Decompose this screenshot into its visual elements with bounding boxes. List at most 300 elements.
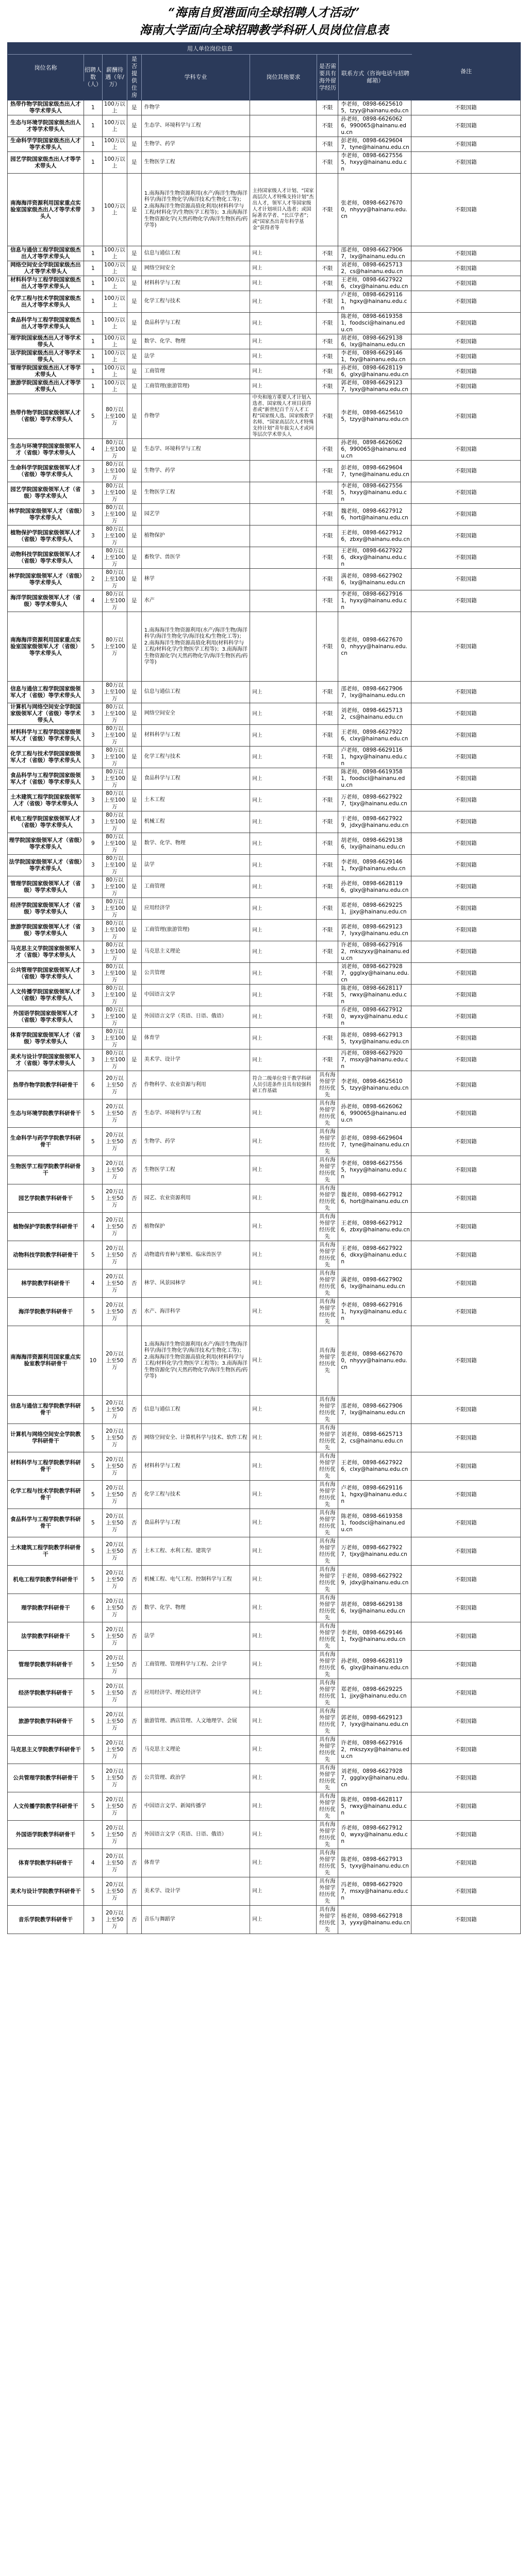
cell-count: 5 [84, 1452, 103, 1480]
cell-housing: 是 [127, 811, 142, 833]
cell-housing: 否 [127, 1298, 142, 1326]
cell-overseas: 不限 [317, 349, 338, 364]
cell-contact: 卢老师，0898-66291161，hgxy@hainanu.edu.cn [338, 747, 411, 768]
cell-major: 化学工程与技术 [142, 747, 250, 768]
cell-housing: 否 [127, 1213, 142, 1241]
cell-remark: 不限国籍 [411, 1594, 521, 1622]
cell-count: 3 [84, 811, 103, 833]
cell-unit: 机电工程学院教学科研骨干 [8, 1566, 84, 1594]
cell-salary: 80万以上至100万 [103, 703, 127, 724]
cell-remark: 不限国籍 [411, 941, 521, 962]
cell-overseas: 具有海外留学经历优先 [317, 1651, 338, 1679]
cell-salary: 80万以上至100万 [103, 504, 127, 525]
cell-housing: 否 [127, 1481, 142, 1509]
cell-contact: 陈老师，0898-66279135，tyxy@hainanu.edu.cn [338, 1849, 411, 1877]
cell-remark: 不限国籍 [411, 174, 521, 246]
cell-housing: 否 [127, 1099, 142, 1127]
cell-unit: 林学院国家级领军人才（省级）等学术带头人 [8, 569, 84, 590]
table-row [8, 1452, 521, 1481]
cell-remark: 不限国籍 [411, 334, 521, 349]
cell-other: 同上 [250, 811, 317, 833]
cell-housing: 是 [127, 379, 142, 394]
cell-count: 3 [84, 768, 103, 789]
cell-overseas: 不限 [317, 482, 338, 503]
cell-contact: 彭老师，0898-66296047，tyne@hainanu.edu.cn [338, 461, 411, 482]
table-row [8, 1241, 521, 1269]
cell-other: 同上 [250, 1298, 317, 1326]
cell-unit: 公共管理学院国家级领军人才（省级）等学术带头人 [8, 963, 84, 984]
cell-contact: 杨老师，0898-66279183，yyxy@hainanu.edu.cn [338, 1906, 411, 1934]
table-row [8, 482, 521, 504]
cell-overseas: 不限 [317, 768, 338, 789]
cell-count: 5 [84, 1622, 103, 1650]
cell-salary: 80万以上至100万 [103, 920, 127, 941]
table-row [8, 526, 521, 547]
cell-count: 4 [84, 590, 103, 612]
cell-major: 生物学、药学 [142, 1128, 250, 1156]
cell-remark: 不限国籍 [411, 1241, 521, 1269]
table-row [8, 547, 521, 569]
cell-overseas: 不限 [317, 1006, 338, 1027]
cell-other: 同上 [250, 1213, 317, 1241]
cell-salary: 80万以上至100万 [103, 941, 127, 962]
cell-count: 1 [84, 364, 103, 379]
cell-other: 同上 [250, 261, 317, 276]
table-row [8, 349, 521, 364]
cell-count: 3 [84, 876, 103, 897]
cell-salary: 100万以上 [103, 261, 127, 276]
cell-other [250, 115, 317, 137]
cell-salary: 80万以上至100万 [103, 855, 127, 876]
cell-other: 中央和地方重要人才计划入选者、国家级人才项目获得者或“新世纪百千万人才工程”国家级人选、国家级教学名师、“国家高层次人才特殊支持计划”青年拔尖人才或同等层次学术带头人 [250, 394, 317, 438]
cell-unit: 机电工程学院国家级领军人才（省级）等学术带头人 [8, 811, 84, 833]
cell-count: 1 [84, 261, 103, 276]
cell-contact: 王老师，0898-66279126，zbxy@hainanu.edu.cn [338, 1213, 411, 1241]
table-row [8, 747, 521, 768]
cell-salary: 80万以上至100万 [103, 682, 127, 703]
cell-major: 数学、化学、物理 [142, 334, 250, 349]
cell-remark: 不限国籍 [411, 725, 521, 746]
cell-remark: 不限国籍 [411, 1424, 521, 1452]
cell-overseas: 不限 [317, 590, 338, 612]
table-row [8, 152, 521, 174]
cell-contact: 刘老师，0898-66279287，ggglxy@hainanu.edu.cn [338, 1764, 411, 1792]
cell-major: 植物保护 [142, 1213, 250, 1241]
cell-other [250, 100, 317, 115]
cell-overseas: 具有海外留学经历优先 [317, 1481, 338, 1509]
cell-contact: 满老师，0898-66279026，lxy@hainanu.edu.cn [338, 1269, 411, 1297]
cell-other: 同上 [250, 747, 317, 768]
cell-contact: 许老师，0898-66279162，mkszyxy@hainanu.edu.cn [338, 1736, 411, 1764]
cell-other: 同上 [250, 1792, 317, 1820]
cell-remark: 不限国籍 [411, 439, 521, 460]
cell-remark: 不限国籍 [411, 1099, 521, 1127]
table-row [8, 1184, 521, 1213]
cell-other: 同上 [250, 985, 317, 1006]
cell-contact: 乔老师，0898-66279120，wyxy@hainanu.edu.cn [338, 1006, 411, 1027]
cell-salary: 100万以上 [103, 364, 127, 379]
cell-remark: 不限国籍 [411, 100, 521, 115]
cell-count: 1 [84, 115, 103, 137]
cell-unit: 植物保护学院国家级领军人才（省级）等学术带头人 [8, 526, 84, 547]
cell-count: 6 [84, 1071, 103, 1099]
cell-remark: 不限国籍 [411, 898, 521, 919]
cell-remark: 不限国籍 [411, 811, 521, 833]
header-other: 岗位其他要求 [250, 55, 317, 100]
cell-salary: 20万以上至50万 [103, 1424, 127, 1452]
cell-housing: 否 [127, 1651, 142, 1679]
table-row [8, 703, 521, 725]
table-row [8, 1128, 521, 1156]
cell-major: 体育学 [142, 1849, 250, 1877]
cell-remark: 不限国籍 [411, 1326, 521, 1395]
cell-contact: 孙老师，0898-66260626，990065@hainanu.edu.cn [338, 439, 411, 460]
cell-remark: 不限国籍 [411, 379, 521, 394]
cell-salary: 20万以上至50万 [103, 1099, 127, 1127]
cell-contact: 张老师，0898-66276700，nhyyy@hainanu.edu.cn [338, 174, 411, 246]
cell-remark: 不限国籍 [411, 276, 521, 291]
cell-unit: 食品科学与工程学院国家级杰出人才等学术带头人 [8, 313, 84, 334]
cell-salary: 80万以上至100万 [103, 394, 127, 438]
cell-salary: 100万以上 [103, 291, 127, 312]
table-row [8, 1651, 521, 1679]
cell-overseas: 不限 [317, 963, 338, 984]
cell-major: 法学 [142, 1622, 250, 1650]
cell-overseas: 具有海外留学经历优先 [317, 1213, 338, 1241]
cell-remark: 不限国籍 [411, 876, 521, 897]
cell-major: 应用经济学、理论经济学 [142, 1679, 250, 1707]
cell-major: 中国语言文学 [142, 985, 250, 1006]
cell-unit: 生物医学工程学院教学科研骨干 [8, 1156, 84, 1184]
cell-housing: 否 [127, 1269, 142, 1297]
cell-contact: 李老师，0898-66279161，hyxy@hainanu.edu.cn [338, 1298, 411, 1326]
cell-major: 生物医学工程 [142, 152, 250, 173]
cell-remark: 不限国籍 [411, 1651, 521, 1679]
cell-other: 同上 [250, 1396, 317, 1423]
cell-remark: 不限国籍 [411, 747, 521, 768]
cell-housing: 否 [127, 1821, 142, 1849]
cell-contact: 张老师，0898-66276700，nhyyy@hainanu.edu.cn [338, 1326, 411, 1395]
cell-housing: 是 [127, 291, 142, 312]
cell-count: 3 [84, 461, 103, 482]
cell-count: 3 [84, 703, 103, 724]
cell-contact: 郑老师，0898-66292251，jjxy@hainanu.edu.cn [338, 898, 411, 919]
cell-unit: 计算机与网络空间安全学院教学科研骨干 [8, 1424, 84, 1452]
cell-salary: 20万以上至50万 [103, 1849, 127, 1877]
cell-major: 食品科学与工程 [142, 1509, 250, 1537]
cell-contact: 冯老师，0898-66279207，msxy@hainanu.edu.cn [338, 1049, 411, 1071]
cell-housing: 否 [127, 1241, 142, 1269]
cell-other: 同上 [250, 1906, 317, 1934]
cell-overseas: 不限 [317, 876, 338, 897]
cell-major: 工商管理(旅游管理) [142, 920, 250, 941]
cell-contact: 陈老师，0898-66281175，rwxy@hainanu.edu.cn [338, 985, 411, 1006]
cell-major: 美术学、设计学 [142, 1877, 250, 1905]
cell-contact: 张老师，0898-66276700，nhyyy@hainanu.edu.cn [338, 612, 411, 681]
cell-major: 生态学、环境科学与工程 [142, 439, 250, 460]
cell-count: 4 [84, 1849, 103, 1877]
cell-unit: 海洋学院教学科研骨干 [8, 1298, 84, 1326]
cell-contact: 胡老师，0898-66291386，lxy@hainanu.edu.cn [338, 833, 411, 854]
cell-overseas: 具有海外留学经历优先 [317, 1396, 338, 1423]
cell-remark: 不限国籍 [411, 682, 521, 703]
cell-remark: 不限国籍 [411, 1622, 521, 1650]
cell-other [250, 439, 317, 460]
cell-overseas: 不限 [317, 115, 338, 137]
cell-contact: 乔老师，0898-66279120，wyxy@hainanu.edu.cn [338, 1821, 411, 1849]
cell-major: 美术学、设计学 [142, 1049, 250, 1071]
cell-other: 同上 [250, 833, 317, 854]
cell-unit: 外国语学院国家级领军人才（省级）等学术带头人 [8, 1006, 84, 1027]
cell-housing: 是 [127, 1028, 142, 1049]
cell-contact: 卢老师，0898-66291161，hgxy@hainanu.edu.cn [338, 291, 411, 312]
cell-major: 马克思主义理论 [142, 1736, 250, 1764]
cell-unit: 马克思主义学院国家级领军人才（省级）等学术带头人 [8, 941, 84, 962]
cell-salary: 20万以上至50万 [103, 1821, 127, 1849]
cell-major: 1.南海海洋生物资源利用(水产/海洋生物/海洋科学/海洋生物化学/海洋技术/生物化工等)；2.南海海洋生物资源高值化利用(材料科学与工程/材料化学/生物医学工程等)；3.南海海洋生物资源化学(天然药物化学/海洋生物医药/药学等) [142, 612, 250, 681]
cell-other: 同上 [250, 725, 317, 746]
cell-overseas: 不限 [317, 811, 338, 833]
cell-overseas: 具有海外留学经历优先 [317, 1764, 338, 1792]
cell-major: 公共管理、政治学 [142, 1764, 250, 1792]
cell-major: 1.南海海洋生物资源利用(水产/海洋生物/海洋科学/海洋生物化学/海洋技术/生物化工等)；2.南海海洋生物资源高值化利用(材料科学与工程/材料化学/生物医学工程等)；3.南海海洋生物资源化学(天然药物化学/海洋生物医药/药学等) [142, 174, 250, 246]
cell-other: 同上 [250, 1877, 317, 1905]
cell-salary: 20万以上至50万 [103, 1707, 127, 1735]
cell-remark: 不限国籍 [411, 1736, 521, 1764]
cell-housing: 否 [127, 1184, 142, 1212]
cell-salary: 20万以上至50万 [103, 1594, 127, 1622]
cell-unit: 法学院国家级领军人才（省级）等学术带头人 [8, 855, 84, 876]
table-row [8, 1622, 521, 1651]
table-row [8, 590, 521, 612]
table-row [8, 1764, 521, 1792]
table-row [8, 1594, 521, 1622]
cell-remark: 不限国籍 [411, 1071, 521, 1099]
cell-major: 数学、化学、物理 [142, 1594, 250, 1622]
cell-remark: 不限国籍 [411, 790, 521, 811]
cell-major: 生物医学工程 [142, 482, 250, 503]
cell-unit: 南海海洋资源利用国家重点实验室国家级领军人才（省级）等学术带头人 [8, 612, 84, 681]
cell-salary: 80万以上至100万 [103, 768, 127, 789]
cell-count: 1 [84, 334, 103, 349]
cell-contact: 郭老师，0898-66291237，lyxy@hainanu.edu.cn [338, 920, 411, 941]
header-overseas: 是否需要具有海外留学经历 [317, 55, 339, 100]
cell-contact: 李老师，0898-66291461，fxy@hainanu.edu.cn [338, 855, 411, 876]
cell-overseas: 不限 [317, 985, 338, 1006]
cell-contact: 陈老师，0898-66193581，foodsci@hainanu.edu.cn [338, 768, 411, 789]
cell-contact: 王老师，0898-66279226，clxy@hainanu.edu.cn [338, 276, 411, 291]
cell-remark: 不限国籍 [411, 1128, 521, 1156]
table-row [8, 941, 521, 963]
cell-overseas: 不限 [317, 291, 338, 312]
cell-unit: 林学院国家级领军人才（省级）等学术带头人 [8, 504, 84, 525]
table-row [8, 379, 521, 394]
cell-major: 外国语言文学（英语、日语、俄语） [142, 1006, 250, 1027]
table-row [8, 963, 521, 985]
cell-other [250, 590, 317, 612]
cell-salary: 100万以上 [103, 100, 127, 115]
cell-unit: 法学院国家级杰出人才等学术带头人 [8, 349, 84, 364]
cell-housing: 是 [127, 364, 142, 379]
header-remark: 备注 [460, 67, 472, 75]
cell-other: 同上 [250, 1028, 317, 1049]
cell-contact: 满老师，0898-66279026，lxy@hainanu.edu.cn [338, 569, 411, 590]
cell-housing: 否 [127, 1071, 142, 1099]
cell-overseas: 具有海外留学经历优先 [317, 1156, 338, 1184]
table-row [8, 985, 521, 1006]
cell-unit: 化学工程与技术学院教学科研骨干 [8, 1481, 84, 1509]
cell-contact: 李老师，0898-66275565，hxyy@hainanu.edu.cn [338, 482, 411, 503]
cell-major: 工商管理 [142, 364, 250, 379]
cell-major: 作物科学、农业资源与利用 [142, 1071, 250, 1099]
cell-salary: 20万以上至50万 [103, 1509, 127, 1537]
cell-count: 3 [84, 855, 103, 876]
header-group-label: 用人单位岗位信息 [8, 43, 412, 55]
cell-contact: 卢老师，0898-66291161，hgxy@hainanu.edu.cn [338, 1481, 411, 1509]
cell-other: 同上 [250, 1269, 317, 1297]
cell-housing: 是 [127, 152, 142, 173]
cell-remark: 不限国籍 [411, 768, 521, 789]
cell-contact: 魏老师，0898-66279126，hort@hainanu.edu.cn [338, 504, 411, 525]
table-row [8, 291, 521, 313]
cell-contact: 陈老师，0898-66193581，foodsci@hainanu.edu.cn [338, 1509, 411, 1537]
cell-unit: 材料科学与工程学院国家级杰出人才等学术带头人 [8, 276, 84, 291]
cell-unit: 管理学院教学科研骨干 [8, 1651, 84, 1679]
cell-contact: 李老师，0898-66275565，hxyy@hainanu.edu.cn [338, 1156, 411, 1184]
cell-remark: 不限国籍 [411, 590, 521, 612]
cell-salary: 80万以上至100万 [103, 725, 127, 746]
cell-count: 3 [84, 941, 103, 962]
cell-remark: 不限国籍 [411, 1269, 521, 1297]
cell-housing: 是 [127, 768, 142, 789]
cell-contact: 孙老师，0898-66281196，glxy@hainanu.edu.cn [338, 876, 411, 897]
cell-unit: 旅游学院教学科研骨干 [8, 1707, 84, 1735]
cell-remark: 不限国籍 [411, 1764, 521, 1792]
cell-count: 1 [84, 313, 103, 334]
cell-count: 5 [84, 1537, 103, 1565]
cell-major: 信息与通信工程 [142, 246, 250, 261]
cell-unit: 材料科学与工程学院国家级领军人才（省级）等学术带头人 [8, 725, 84, 746]
document-page [7, 4, 521, 1934]
cell-other: 同上 [250, 1099, 317, 1127]
cell-housing: 否 [127, 1707, 142, 1735]
cell-other: 同上 [250, 291, 317, 312]
cell-other [250, 152, 317, 173]
cell-housing: 否 [127, 1849, 142, 1877]
cell-count: 3 [84, 504, 103, 525]
cell-overseas: 具有海外留学经历优先 [317, 1707, 338, 1735]
table-row [8, 855, 521, 876]
cell-unit: 化学工程与技术学院国家级领军人才（省级）等学术带头人 [8, 747, 84, 768]
cell-overseas: 不限 [317, 261, 338, 276]
cell-count: 10 [84, 1326, 103, 1395]
cell-count: 4 [84, 439, 103, 460]
cell-other [250, 482, 317, 503]
cell-remark: 不限国籍 [411, 1049, 521, 1071]
table-row [8, 876, 521, 898]
cell-other: 同上 [250, 1651, 317, 1679]
cell-contact: 于老师，0898-66279229，jdxy@hainanu.edu.cn [338, 811, 411, 833]
cell-overseas: 不限 [317, 612, 338, 681]
cell-remark: 不限国籍 [411, 547, 521, 568]
cell-remark: 不限国籍 [411, 1396, 521, 1423]
header-housing: 是否提供住房 [127, 55, 142, 100]
table-row [8, 1298, 521, 1326]
table-row [8, 920, 521, 941]
cell-count: 3 [84, 1156, 103, 1184]
cell-major: 材料科学与工程 [142, 276, 250, 291]
cell-housing: 是 [127, 137, 142, 151]
cell-contact: 郑老师，0898-66292251，jjxy@hainanu.edu.cn [338, 1679, 411, 1707]
cell-remark: 不限国籍 [411, 1537, 521, 1565]
cell-other: 同上 [250, 1481, 317, 1509]
cell-unit: 海洋学院国家级领军人才（省级）等学术带头人 [8, 590, 84, 612]
cell-housing: 是 [127, 920, 142, 941]
table-row [8, 1156, 521, 1184]
cell-remark: 不限国籍 [411, 985, 521, 1006]
cell-unit: 园艺学院国家级杰出人才等学术带头人 [8, 152, 84, 173]
cell-other: 同上 [250, 364, 317, 379]
cell-major: 生态学、环境科学与工程 [142, 115, 250, 137]
cell-unit: 南海海洋资源利用国家重点实验室国家级杰出人才等学术带头人 [8, 174, 84, 246]
cell-housing: 是 [127, 898, 142, 919]
cell-major: 植物保护 [142, 526, 250, 547]
cell-overseas: 不限 [317, 174, 338, 246]
cell-unit: 林学院教学科研骨干 [8, 1269, 84, 1297]
cell-housing: 是 [127, 394, 142, 438]
cell-contact: 李老师，0898-66256105，tzyy@hainanu.edu.cn [338, 1071, 411, 1099]
cell-other [250, 612, 317, 681]
cell-contact: 王老师，0898-66279226，clxy@hainanu.edu.cn [338, 1452, 411, 1480]
cell-unit: 理学院国家级领军人才（省级）等学术带头人 [8, 833, 84, 854]
cell-housing: 是 [127, 590, 142, 612]
header-count: 招聘人数（人） [84, 55, 103, 100]
cell-major: 畜牧学、兽医学 [142, 547, 250, 568]
cell-count: 5 [84, 1764, 103, 1792]
cell-count: 1 [84, 152, 103, 173]
cell-contact: 李老师，0898-66256105，tzyy@hainanu.edu.cn [338, 394, 411, 438]
cell-overseas: 具有海外留学经历优先 [317, 1622, 338, 1650]
cell-unit: 计算机与网络空间安全学院国家级领军人才（省级）等学术带头人 [8, 703, 84, 724]
cell-unit: 材料科学与工程学院教学科研骨干 [8, 1452, 84, 1480]
cell-housing: 是 [127, 833, 142, 854]
cell-housing: 否 [127, 1566, 142, 1594]
cell-housing: 否 [127, 1877, 142, 1905]
cell-remark: 不限国籍 [411, 137, 521, 151]
table-row [8, 612, 521, 682]
table-row [8, 1537, 521, 1566]
cell-contact: 王老师，0898-66279226，dkxy@hainanu.edu.cn [338, 547, 411, 568]
cell-remark: 不限国籍 [411, 1509, 521, 1537]
cell-remark: 不限国籍 [411, 1877, 521, 1905]
cell-remark: 不限国籍 [411, 1849, 521, 1877]
cell-remark: 不限国籍 [411, 855, 521, 876]
cell-salary: 100万以上 [103, 349, 127, 364]
cell-salary: 80万以上至100万 [103, 790, 127, 811]
cell-other: 同上 [250, 1821, 317, 1849]
cell-overseas: 不限 [317, 152, 338, 173]
table-row [8, 1821, 521, 1849]
cell-housing: 是 [127, 461, 142, 482]
cell-salary: 80万以上至100万 [103, 833, 127, 854]
cell-remark: 不限国籍 [411, 291, 521, 312]
table-row [8, 1736, 521, 1764]
cell-contact: 李老师，0898-66256105，tzyy@hainanu.edu.cn [338, 100, 411, 115]
cell-salary: 80万以上至100万 [103, 482, 127, 503]
table-row [8, 1906, 521, 1934]
cell-other: 符合二级单位骨干教学科研人员引进条件且具有较强科研工作基础 [250, 1071, 317, 1099]
cell-housing: 是 [127, 1006, 142, 1027]
